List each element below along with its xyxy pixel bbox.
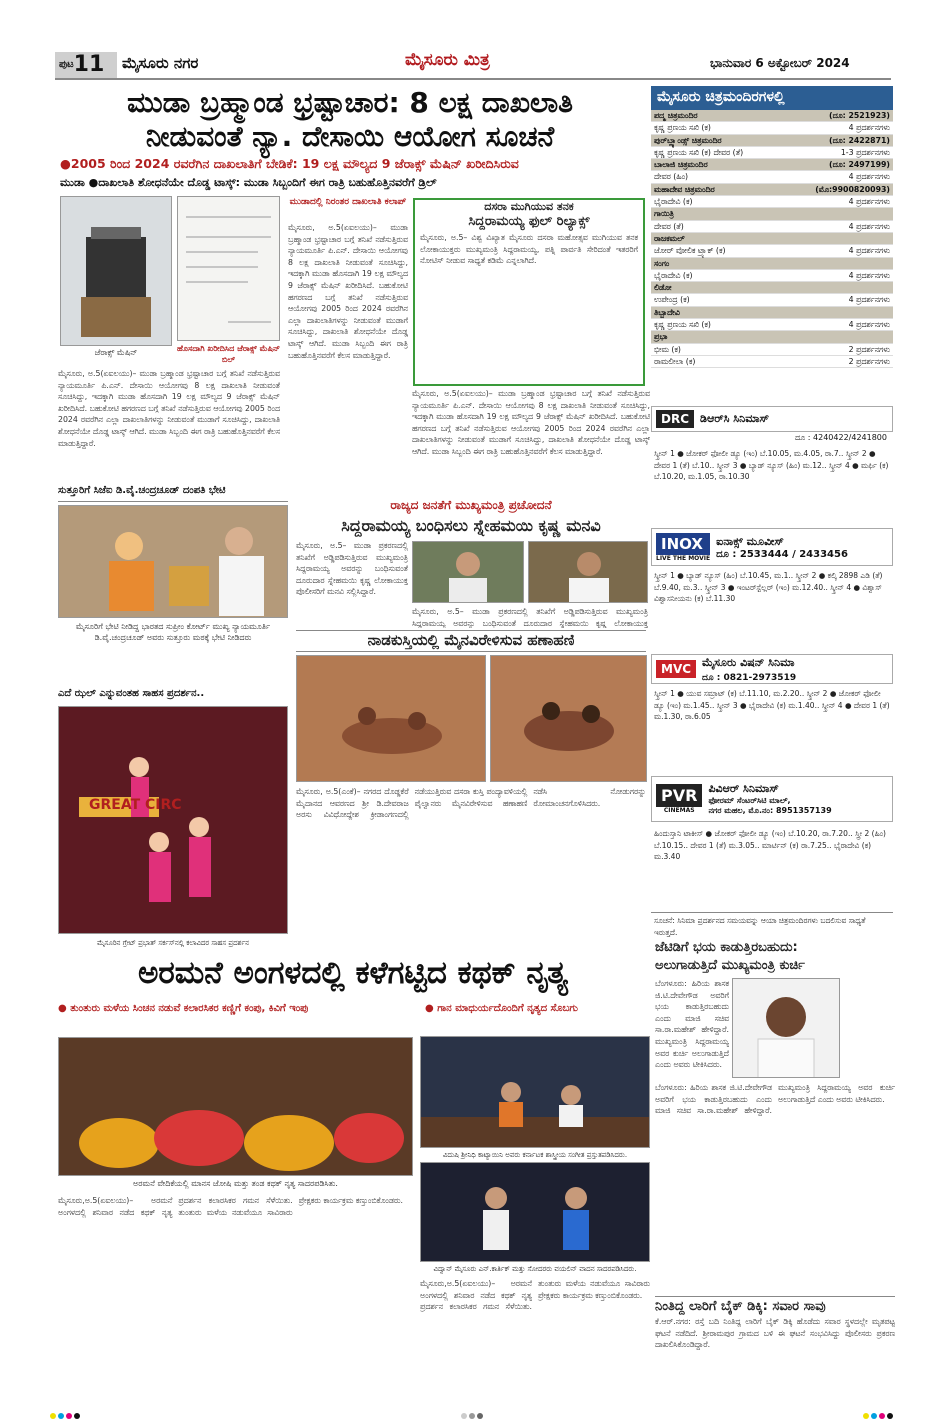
page-number (55, 52, 117, 78)
circus-banner: GREAT CIRC (89, 797, 182, 813)
cinema-row (651, 110, 893, 122)
pvr-note: ಸೂಚನೆ: ಸಿನಿಮಾ ಪ್ರದರ್ಶನದ ಸಮಯವನ್ನು ಆಯಾ ಚಿತ್ರಮಂದಿರಗಳು ಬದಲಿಸುವ ಸಾಧ್ಯತೆ ಇರುತ್ತದೆ. (651, 912, 893, 936)
pvr-phone: ನಗರ ಮಹಲ, ಮೊ.ನಂ: 8951357139 (708, 806, 832, 815)
kathak-title: ಅರಮನೆ ಅಂಗಳದಲ್ಲಿ ಕಳೆಗಟ್ಟಿದ ಕಥಕ್ ನೃತ್ಯ (137, 955, 569, 991)
cinema-row-name: ಪ್ರಭಾ (654, 332, 668, 342)
cinema-row-info: 4 ಪ್ರದರ್ಶನಗಳು (848, 221, 890, 231)
cinema-row (651, 344, 893, 356)
cinema-row (651, 319, 893, 331)
wrestling-photo-2 (490, 655, 647, 782)
cinema-row (651, 307, 893, 319)
inox-header (651, 528, 893, 566)
print-register-marks (50, 1404, 895, 1423)
lead-headline-line2: ನೀಡುವಂತೆ ನ್ಯಾ. ದೇಸಾಯಿ ಆಯೋಗ ಸೂಚನೆ (145, 120, 555, 153)
accident-text: ಕೆ.ಆರ್.ನಗರ: ರಸ್ತೆ ಬದಿ ನಿಂತಿದ್ದ ಲಾರಿಗೆ ಬೈಕ್ ಡಿಕ್ಕಿ ಹೊಡೆದು ಸವಾರ ಸ್ಥಳದಲ್ಲೇ ಮೃತಪಟ್ಟ ಘಟನೆ ನಡೆದಿದೆ. ಶ್ರೀರಾಮಪುರ ಗ್ರಾಮದ ಬಳಿ ಈ ಘಟನೆ ಸಂಭವಿಸಿದ್ದು ಪೊಲೀಸರು ಪ್ರಕರಣ ದಾಖಲಿಸಿಕೊಂಡಿದ್ದಾರೆ. (655, 1317, 895, 1350)
cinema-row (651, 171, 893, 183)
dasara-text: ಮೈಸೂರು, ಅ.5– ವಿಶ್ವ ವಿಖ್ಯಾತ ಮೈಸೂರು ದಸರಾ ಮಹೋತ್ಸವ ಮುಗಿಯುವ ತನಕ ಲೋಕಾಯುಕ್ತರು ಮುಖ್ಯಮಂತ್ರಿ ಸಿದ್ದರಾಮಯ್ಯ, ಪತ್ನಿ ಪಾರ್ವತಿ ಸೇರಿದಂತೆ ಇತರರಿಗೆ ನೋಟಿಸ್ ನೀಡುವ ಸಾಧ್ಯತೆ ಕಡಿಮೆ ಎನ್ನಲಾಗಿದೆ. (420, 233, 638, 266)
kathak-dance-caption: ಅರಮನೆ ವೇದಿಕೆಯಲ್ಲಿ ಮಾನಸ ಜೋಷಿ ಮತ್ತು ತಂಡ ಕಥಕ್ ನೃತ್ಯ ಸಾದರಪಡಿಸಿತು. (133, 1179, 338, 1188)
mvc-phone: ದೂ : 0821-2973519 (702, 672, 797, 683)
cinema-row-info: 4 ಪ್ರದರ್ಶನಗಳು (848, 295, 890, 305)
cinema-row-name: ಬಾಲಾಜಿ ಚಿತ್ರಮಂದಿರ (654, 160, 708, 170)
cinema-row-name: ಪದ್ಮ ಚಿತ್ರಮಂದಿರ (654, 111, 698, 120)
cinema-row-info: 4 ಪ್ರದರ್ಶನಗಳು (848, 270, 890, 280)
xerox-bill-photo (177, 196, 280, 341)
wrestling-photo-1 (296, 655, 486, 782)
lead-subhead-2: ಮುಡಾ ●ದಾಖಲಾತಿ ಶೋಧನೆಯೇ ದೊಡ್ಡ ಟಾಸ್ಕ್: ಮುಡಾ ಸಿಬ್ಬಂದಿಗೆ ಈಗ ರಾತ್ರಿ ಬಹುಹೊತ್ತಿನವರೆಗೆ ಡ್ರಿಲ್ (60, 176, 437, 189)
drc-listing: ಸ್ಕ್ರೀನ್ 1 ● ಜೋಕರ್ ಫೋಲೀ ಡ್ಯೂ (ಇಂ) ಬೆ.10.05, ಮ.4.05, ರಾ.7.. ಸ್ಕ್ರೀನ್ 2 ● ದೇವರ 1 (ತೆ) ಬೆ.10.. ಸ್ಕ್ರೀನ್ 3 ● ಬ್ಯಾಡ್ ನ್ಯೂಸ್ (ಹಿಂ) ಮ.12.. ಸ್ಕ್ರೀನ್ 4 ● ಮರ್ಫಿ (ಕ) ಬೆ.10.20, ಮ.1.05, ರಾ.10.30 (654, 449, 889, 482)
kathak-subhead-1: ● ತುಂತುರು ಮಳೆಯ ಸಿಂಚನ ನಡುವೆ ಕಲಾರಸಿಕರ ಕಣ್ಣಿಗೆ ಕಂಪು, ಕಿವಿಗೆ ಇಂಪು (58, 1003, 309, 1014)
jd-text-2: ಬೆಂಗಳೂರು: ಹಿರಿಯ ಶಾಸಕ ಜಿ.ಟಿ.ದೇವೇಗೌಡ ಅವರಿಗೆ ಭಯ ಕಾಡುತ್ತಿರಬಹುದು ಎಂದು ಮಾಜಿ ಸಚಿವ ಸಾ.ರಾ.ಮಹೇಶ್ ಹೇಳಿದ್ದಾರೆ. ಮುಖ್ಯಮಂತ್ರಿ ಸಿದ್ದರಾಮಯ್ಯ ಅವರ ಕುರ್ಚಿ ಅಲುಗಾಡುತ್ತಿದೆ ಎಂದು ಅವರು ಟೀಕಿಸಿದರು. (655, 1083, 895, 1116)
dancers-icon (59, 1038, 412, 1175)
cinema-row-name: ಗಾಯಿತ್ರಿ (654, 209, 674, 219)
mvc-header (651, 654, 893, 684)
lead-side-head: ಮುಡಾದಲ್ಲಿ ನಿರಂತರ ದಾಖಲಾತಿ ಕಲಾಪ್ (289, 197, 407, 207)
cinema-row-name: ಉಪೇಂದ್ರ (ಕ) (654, 295, 690, 305)
cinema-row-name: ತಿಬ್ಬಾದೇವಿ (654, 307, 680, 317)
mvc-name: ಮೈಸೂರು ವಿಷನ್ ಸಿನಿಮಾ (702, 655, 795, 669)
person-icon (413, 542, 523, 602)
cinema-row (651, 270, 893, 282)
cinema-row (651, 294, 893, 306)
xerox-machine-caption: ಜೆರಾಕ್ಸ್ ಮೆಷಿನ್ (94, 348, 138, 357)
cinema-row-name: ದೇವರ (ತೆ) (654, 221, 684, 231)
inox-listing: ಸ್ಕ್ರೀನ್ 1 ● ಬ್ಯಾಡ್ ನ್ಯೂಸ್ (ಹಿಂ) ಬೆ.10.45, ಮ.1.. ಸ್ಕ್ರೀನ್ 2 ● ಕಲ್ಕಿ 2898 ಎಡಿ (ತೆ) ಬೆ.9.40, ಮ.3.. ಸ್ಕ್ರೀನ್ 3 ● ಇಂಟರ್‌ಸ್ಟೆಲ್ಲರ್ (ಇಂ) ಮ.12.40.. ಸ್ಕ್ರೀನ್ 4 ● ವಿಶ್ವಾಸ್ ವಿಶ್ವಾಸನೀಯನು (ಕ) ಬೆ.11.30 (654, 571, 883, 604)
cinema-row-name: ಮಹಾದೇವ ಚಿತ್ರಮಂದಿರ (654, 184, 715, 194)
cm-photo-1 (412, 541, 524, 603)
cinema-row-name: ಪುರ್‌ಬ್ಲ್ಯಾಂಡ್ಸ್ ಚಿತ್ರಮಂದಿರ (654, 135, 722, 145)
paper-logo: ಮೈಸೂರು ಮಿತ್ರ (405, 50, 490, 70)
cinema-row (651, 331, 893, 343)
cji-caption: ಮೈಸೂರಿಗೆ ಭೇಟಿ ನೀಡಿದ್ದ ಭಾರತದ ಸುಪ್ರೀಂ ಕೋರ್ಟ್ ಮುಖ್ಯ ನ್ಯಾಯಮೂರ್ತಿ ಡಿ.ವೈ.ಚಂದ್ರಚೂಡ್ ಅವರು ಸುತ್ತೂರು ಮಠಕ್ಕೆ ಭೇಟಿ ನೀಡಿದರು (75, 622, 271, 642)
register-mark-right (863, 1404, 895, 1423)
pvr-listing: ಹಿಂದುಸ್ತಾನಿ ಟಾಕೀಸ್ ● ಜೋಕರ್ ಫೋಲೀ ಡ್ಯೂ (ಇಂ) ಬೆ.10.20, ರಾ.7.20.. ಸ್ತ್ರೀ 2 (ಹಿಂ) ಬೆ.10.15.. ದೇವರ 1 (ತೆ) ಮ.3.05.. ಮಾರ್ಟಿನ್ (ಕ) ರಾ.7.25.. ಭೈರಾದೇವಿ (ಕ) ಮ.3.40 (654, 829, 886, 862)
music-photo-1 (420, 1036, 650, 1148)
mvc-listing: ಸ್ಕ್ರೀನ್ 1 ● ಯುವ ಸಮ್ರಾಟ್ (ಕ) ಬೆ.11.10, ಮ.2.20.. ಸ್ಕ್ರೀನ್ 2 ● ಜೋಕರ್ ಫೋಲೀ ಡ್ಯೂ (ಇಂ) ಮ.1.45.. ಸ್ಕ್ರೀನ್ 3 ● ಭೈರಾದೇವಿ (ಕ) ಮ.1.40.. ಸ್ಕ್ರೀನ್ 4 ● ದೇವರ 1 (ತೆ) ಮ.1.30, ರಾ.6.05 (654, 689, 890, 722)
cinema-row-info: 4 ಪ್ರದರ್ಶನಗಳು (848, 320, 890, 330)
kathak-text-2: ಮೈಸೂರು,ಅ.5(ಏಐಲಯು)– ಅರಮನೆ ಅಂಗಳದಲ್ಲಿ ಶನಿವಾರ ನಡೆದ ಕಥಕ್ ನೃತ್ಯ ಪ್ರದರ್ಶನ ಕಲಾರಸಿಕರ ಗಮನ ಸೆಳೆಯಿತು. ತುಂತುರು ಮಳೆಯ ನಡುವೆಯೂ ಸಾವಿರಾರು ಪ್ರೇಕ್ಷಕರು ಕಾರ್ಯಕ್ರಮ ಕಣ್ತುಂಬಿಕೊಂಡರು. (420, 1279, 650, 1312)
pvr-header (651, 776, 893, 822)
cm-kicker: ರಾಜ್ಯದ ಜನತೆಗೆ ಮುಖ್ಯಮಂತ್ರಿ ಪ್ರಚೋದನೆ (390, 498, 552, 512)
drc-name: ಡಿಆರ್‌ಸಿ ಸಿನಿಮಾಸ್ (700, 412, 769, 425)
page-number-value: 11 (73, 52, 105, 77)
pvr-tag: CINEMAS (663, 807, 695, 814)
wrestling-title-bar (296, 630, 646, 652)
music-photo-2 (420, 1162, 650, 1262)
person-icon (529, 542, 647, 602)
kathak-subhead-2: ● ಗಾನ ಮಾಧುರ್ಯದೊಂದಿಗೆ ನೃತ್ಯದ ಸೊಬಗು (425, 1003, 578, 1014)
wrestling-title: ನಾಡಕುಸ್ತಿಯಲ್ಲಿ ಮೈನವಿರೇಳಿಸುವ ಹಣಾಹಣಿ (367, 631, 575, 649)
cinema-row (651, 135, 893, 147)
inox-logo: INOX (656, 533, 710, 555)
wrestlers-icon (491, 656, 646, 781)
cinema-row-info: 1-3 ಪ್ರದರ್ಶನಗಳು (840, 147, 890, 157)
pvr-info (708, 782, 831, 816)
cinema-row (651, 208, 893, 220)
inox-logo-block (656, 533, 710, 562)
cinema-row-info: 4 ಪ್ರದರ್ಶನಗಳು (848, 197, 890, 207)
drc-phone: ದೂ : 4240422/4241800 (794, 433, 887, 442)
cinema-row-info: 4 ಪ್ರದರ್ಶನಗಳು (848, 123, 890, 133)
register-mark-left (50, 1404, 82, 1423)
cinema-row-info: 4 ಪ್ರದರ್ಶನಗಳು (848, 246, 890, 256)
bill-document-icon (178, 197, 279, 340)
cinema-row (651, 282, 893, 294)
wrestlers-icon (297, 656, 485, 781)
cinema-row-name: ಜೋರ್ ವೋಲಿಕ ಟ್ರ್ಯಾಕ್ (ಕ) (654, 246, 726, 256)
cinema-row-name: ರಾಮಲೀಲಾ (ಕ) (654, 356, 696, 366)
cm-photo-2 (528, 541, 648, 603)
politician-icon (733, 979, 839, 1077)
cinema-row (651, 233, 893, 245)
xerox-machine-photo (60, 196, 172, 346)
inox-phone: ದೂ : 2533444 / 2433456 (716, 548, 848, 560)
circus-title: ಎದೆ ಝಲ್ ಎನ್ನುವಂತಹ ಸಾಹಸ ಪ್ರದರ್ಶನ.. (58, 688, 205, 699)
circus-performers-icon (59, 707, 287, 933)
inox-info (716, 535, 848, 560)
cm-text-2: ಮೈಸೂರು, ಅ.5– ಮುಡಾ ಪ್ರಕರಣದಲ್ಲಿ ತನಿಖೆಗೆ ಅಡ್ಡಿಪಡಿಸುತ್ತಿರುವ ಮುಖ್ಯಮಂತ್ರಿ ಸಿದ್ದರಾಮಯ್ಯ ಅವರನ್ನು ಬಂಧಿಸುವಂತೆ ದೂರುದಾರ ಸ್ನೇಹಮಯಿ ಕೃಷ್ಣ ಲೋಕಾಯುಕ್ತ (412, 607, 648, 628)
accident-title: ನಿಂತಿದ್ದ ಲಾರಿಗೆ ಬೈಕ್ ಡಿಕ್ಕಿ: ಸವಾರ ಸಾವು (655, 1296, 895, 1314)
cinema-sidebar (651, 86, 893, 368)
mvc-logo: MVC (656, 660, 696, 678)
kathak-text: ಮೈಸೂರು,ಅ.5(ಏಐಲಯು)– ಅರಮನೆ ಅಂಗಳದಲ್ಲಿ ಶನಿವಾರ ನಡೆದ ಕಥಕ್ ನೃತ್ಯ ಪ್ರದರ್ಶನ ಕಲಾರಸಿಕರ ಗಮನ ಸೆಳೆಯಿತು. ತುಂತುರು ಮಳೆಯ ನಡುವೆಯೂ ಸಾವಿರಾರು ಪ್ರೇಕ್ಷಕರು ಕಾರ್ಯಕ್ರಮ ಕಣ್ತುಂಬಿಕೊಂಡರು. (58, 1196, 403, 1217)
jd-title-1: ಜೆಟಿಡಿಗೆ ಭಯ ಕಾಡುತ್ತಿರಬಹುದು: (655, 940, 798, 955)
inox-tag: LIVE THE MOVIE (656, 554, 711, 562)
cinema-row-name: ರಾಜಕಮಲ್ (654, 233, 685, 243)
cinema-row-name: ಭೈರಾದೇವಿ (ಕ) (654, 197, 693, 207)
cinema-row (651, 147, 893, 159)
cinema-row-name: ಕೃಷ್ಣ ಪ್ರಣಯ ಸಖಿ (ಕ) (654, 320, 711, 330)
cinema-row-name: ದೇವರ (ಹಿಂ) (654, 172, 689, 182)
musicians-icon (421, 1037, 649, 1147)
lead-body-text-2: ಮೈಸೂರು, ಅ.5(ಏಐಲಯು)– ಮುಡಾ ಬ್ರಹ್ಮಾಂಡ ಭ್ರಷ್ಟಾಚಾರ ಬಗ್ಗೆ ತನಿಖೆ ನಡೆಸುತ್ತಿರುವ ನ್ಯಾಯಮೂರ್ತಿ ಪಿ.ಎನ್. ದೇಸಾಯಿ ಆಯೋಗವು 8 ಲಕ್ಷ ದಾಖಲಾತಿ ನೀಡುವಂತೆ ಸೂಚಿಸಿದ್ದು, ಇದಕ್ಕಾಗಿ ಮುಡಾ ಹೊಸದಾಗಿ 19 ಲಕ್ಷ ಮೌಲ್ಯದ 9 ಜೆರಾಕ್ಸ್ ಮೆಷಿನ್ ಖರೀದಿಸಿದೆ. ಬಹುಕೋಟಿ ಹಗರಣದ ಬಗ್ಗೆ ತನಿಖೆ ನಡೆಸುತ್ತಿರುವ ಆಯೋಗವು 2005 ರಿಂದ 2024 ರವರೆಗಿನ ಎಲ್ಲಾ ದಾಖಲಾತಿಗಳನ್ನು ನೀಡುವಂತೆ ಮುಡಾಗೆ ಸೂಚಿಸಿದ್ದು, ದಾಖಲಾತಿ ಶೋಧನೆಯೇ ದೊಡ್ಡ ಟಾಸ್ಕ್ ಆಗಿದೆ. ಮುಡಾ ಸಿಬ್ಬಂದಿ ಈಗ ರಾತ್ರಿ ಬಹುಹೊತ್ತಿನವರೆಗೆ ಕೆಲಸ ಮಾಡುತ್ತಿದ್ದಾರೆ. (412, 389, 650, 456)
pvr-logo: PVR (656, 784, 702, 807)
cinema-row (651, 159, 893, 171)
cinema-row (651, 122, 893, 134)
cm-text: ಮೈಸೂರು, ಅ.5– ಮುಡಾ ಪ್ರಕರಣದಲ್ಲಿ ತನಿಖೆಗೆ ಅಡ್ಡಿಪಡಿಸುತ್ತಿರುವ ಮುಖ್ಯಮಂತ್ರಿ ಸಿದ್ದರಾಮಯ್ಯ ಅವರನ್ನು ಬಂಧಿಸುವಂತೆ ದೂರುದಾರ ಸ್ನೇಹಮಯಿ ಕೃಷ್ಣ ಲೋಕಾಯುಕ್ತ ಪೊಲೀಸರಿಗೆ ಮನವಿ ಸಲ್ಲಿಸಿದ್ದಾರೆ. (296, 541, 408, 597)
cinema-row-name: ಭೀಮ (ಕ) (654, 344, 681, 354)
cji-visit-icon (59, 506, 287, 617)
register-mark-center (461, 1404, 485, 1423)
cm-title: ಸಿದ್ದರಾಮಯ್ಯ ಬಂಧಿಸಲು ಸ್ನೇಹಮಯಿ ಕೃಷ್ಣ ಮನವಿ (341, 516, 601, 535)
dasara-subtitle: ಸಿದ್ದರಾಮಯ್ಯ ಫುಲ್ ರಿಲ್ಯಾಕ್ಸ್ (468, 214, 590, 229)
lead-side-text: ಮೈಸೂರು, ಅ.5(ಏಐಲಯು)– ಮುಡಾ ಬ್ರಹ್ಮಾಂಡ ಭ್ರಷ್ಟಾಚಾರ ಬಗ್ಗೆ ತನಿಖೆ ನಡೆಸುತ್ತಿರುವ ನ್ಯಾಯಮೂರ್ತಿ ಪಿ.ಎನ್. ದೇಸಾಯಿ ಆಯೋಗವು 8 ಲಕ್ಷ ದಾಖಲಾತಿ ನೀಡುವಂತೆ ಸೂಚಿಸಿದ್ದು, ಇದಕ್ಕಾಗಿ ಮುಡಾ ಹೊಸದಾಗಿ 19 ಲಕ್ಷ ಮೌಲ್ಯದ 9 ಜೆರಾಕ್ಸ್ ಮೆಷಿನ್ ಖರೀದಿಸಿದೆ. ಬಹುಕೋಟಿ ಹಗರಣದ ಬಗ್ಗೆ ತನಿಖೆ ನಡೆಸುತ್ತಿರುವ ಆಯೋಗವು 2005 ರಿಂದ 2024 ರವರೆಗಿನ ಎಲ್ಲಾ ದಾಖಲಾತಿಗಳನ್ನು ನೀಡುವಂತೆ ಮುಡಾಗೆ ಸೂಚಿಸಿದ್ದು, ದಾಖಲಾತಿ ಶೋಧನೆಯೇ ದೊಡ್ಡ ಟಾಸ್ಕ್ ಆಗಿದೆ. ಮುಡಾ ಸಿಬ್ಬಂದಿ ಈಗ ರಾತ್ರಿ ಬಹುಹೊತ್ತಿನವರೆಗೆ ಕೆಲಸ ಮಾಡುತ್ತಿದ್ದಾರೆ. (288, 223, 408, 360)
wrestling-text: ಮೈಸೂರು, ಅ.5(ಎಂಕೆ)– ನಗರದ ದೊಡ್ಡಕೆರೆ ಮೈದಾನದ ಆವರಣದ ಶ್ರೀ ಡಿ.ದೇವರಾಜ ಅರಸು ವಿವಿಧೋದ್ದೇಶ ಕ್ರೀಡಾಂಗಣದಲ್ಲಿ ನಡೆಯುತ್ತಿರುವ ದಸರಾ ಕುಸ್ತಿ ಪಂದ್ಯಾವಳಿಯಲ್ಲಿ ಪೈಲ್ವಾನರು ಮೈನವಿರೇಳಿಸುವ ಹಣಾಹಣಿ ನಡೆಸಿ ನೋಡುಗರನ್ನು ರೋಮಾಂಚನಗೊಳಿಸಿದರು. (296, 787, 646, 820)
music-caption-2: ವಿದ್ವಾನ್ ಮೈಸೂರು ಎನ್.ಕಾರ್ತಿಕ್ ಮತ್ತು ಸೋದರರು ವಯಲಿನ್ ವಾದನ ಸಾದರಪಡಿಸಿದರು. (433, 1265, 637, 1273)
kathak-dance-photo (58, 1037, 413, 1176)
cinema-row (651, 245, 893, 257)
xerox-bill-caption: ಹೊಸದಾಗಿ ಖರೀದಿಸಿದ ಜೆರಾಕ್ಸ್ ಮೆಷಿನ್ ಬಿಲ್ (177, 344, 280, 364)
mvc-info (702, 656, 796, 683)
jd-text: ಬೆಂಗಳೂರು: ಹಿರಿಯ ಶಾಸಕ ಜಿ.ಟಿ.ದೇವೇಗೌಡ ಅವರಿಗೆ ಭಯ ಕಾಡುತ್ತಿರಬಹುದು ಎಂದು ಮಾಜಿ ಸಚಿವ ಸಾ.ರಾ.ಮಹೇಶ್ ಹೇಳಿದ್ದಾರೆ. ಮುಖ್ಯಮಂತ್ರಿ ಸಿದ್ದರಾಮಯ್ಯ ಅವರ ಕುರ್ಚಿ ಅಲುಗಾಡುತ್ತಿದೆ ಎಂದು ಅವರು ಟೀಕಿಸಿದರು. (655, 979, 729, 1070)
cinema-row (651, 196, 893, 208)
drc-header (651, 406, 893, 432)
dasara-title: ದಸರಾ ಮುಗಿಯುವ ತನಕ (484, 200, 574, 213)
circus-caption: ಮೈಸೂರಿನ ಗ್ರೇಟ್ ಪ್ರಭಾತ್ ಸರ್ಕಸ್‌ನಲ್ಲಿ ಕಲಾವಿದರ ಸಾಹಸ ಪ್ರದರ್ಶನ (96, 939, 250, 947)
cinema-row-info: (ದೂ: 2497199) (829, 160, 890, 170)
pvr-name: ಪಿವಿಆರ್ ಸಿನಿಮಾಸ್ (708, 782, 779, 795)
circus-photo (58, 706, 288, 934)
pvr-address: ಫೋರಮ್ ಸೆಂಟರ್‌ಸಿಟಿ ಮಾಲ್, (708, 796, 791, 805)
cinema-row-info: 4 ಪ್ರದರ್ಶನಗಳು (848, 172, 890, 182)
cinema-row (651, 258, 893, 270)
cinema-row (651, 356, 893, 368)
jd-photo (732, 978, 840, 1078)
cinema-title: ಮೈಸೂರು ಚಿತ್ರಮಂದಿರಗಳಲ್ಲಿ (651, 86, 893, 110)
cinema-row-info: (ಮೊ:9900820093) (815, 184, 890, 194)
issue-date: ಭಾನುವಾರ 6 ಅಕ್ಟೋಬರ್ 2024 (710, 56, 850, 70)
inox-name: ಐನಾಕ್ಸ್ ಮೂವೀಸ್ (716, 534, 784, 548)
page-label: ಪುಟ (59, 59, 74, 70)
cinema-row (651, 184, 893, 196)
drc-logo: DRC (656, 410, 694, 428)
cinema-table (651, 110, 893, 368)
lead-body-text: ಮೈಸೂರು, ಅ.5(ಏಐಲಯು)– ಮುಡಾ ಬ್ರಹ್ಮಾಂಡ ಭ್ರಷ್ಟಾಚಾರ ಬಗ್ಗೆ ತನಿಖೆ ನಡೆಸುತ್ತಿರುವ ನ್ಯಾಯಮೂರ್ತಿ ಪಿ.ಎನ್. ದೇಸಾಯಿ ಆಯೋಗವು 8 ಲಕ್ಷ ದಾಖಲಾತಿ ನೀಡುವಂತೆ ಸೂಚಿಸಿದ್ದು, ಇದಕ್ಕಾಗಿ ಮುಡಾ ಹೊಸದಾಗಿ 19 ಲಕ್ಷ ಮೌಲ್ಯದ 9 ಜೆರಾಕ್ಸ್ ಮೆಷಿನ್ ಖರೀದಿಸಿದೆ. ಬಹುಕೋಟಿ ಹಗರಣದ ಬಗ್ಗೆ ತನಿಖೆ ನಡೆಸುತ್ತಿರುವ ಆಯೋಗವು 2005 ರಿಂದ 2024 ರವರೆಗಿನ ಎಲ್ಲಾ ದಾಖಲಾತಿಗಳನ್ನು ನೀಡುವಂತೆ ಮುಡಾಗೆ ಸೂಚಿಸಿದ್ದು, ದಾಖಲಾತಿ ಶೋಧನೆಯೇ ದೊಡ್ಡ ಟಾಸ್ಕ್ ಆಗಿದೆ. ಮುಡಾ ಸಿಬ್ಬಂದಿ ಈಗ ರಾತ್ರಿ ಬಹುಹೊತ್ತಿನವರೆಗೆ ಕೆಲಸ ಮಾಡುತ್ತಿದ್ದಾರೆ. (58, 369, 280, 448)
cji-photo (58, 505, 288, 618)
xerox-machine-icon (61, 197, 171, 345)
section-title: ಮೈಸೂರು ನಗರ (122, 54, 199, 72)
dasara-box (413, 198, 645, 386)
music-caption-1: ವಿದುಷಿ ಶ್ರೀನಿಧಿ ಕಾಟ್ಯಾಯಿನಿ ಅವರು ಕರ್ನಾಟಕ ಶಾಸ್ತ್ರೀಯ ಸಂಗೀತ ಪ್ರಸ್ತುತಪಡಿಸಿದರು. (442, 1151, 628, 1159)
cinema-row-info: 2 ಪ್ರದರ್ಶನಗಳು (848, 344, 890, 354)
cinema-row-name: ಕೃಷ್ಣ ಪ್ರಣಯ ಸಖಿ (ಕ) ದೇವರ (ತೆ) (654, 147, 744, 157)
lead-subhead-1: ●2005 ರಿಂದ 2024 ರವರೆಗಿನ ದಾಖಲಾತಿಗೆ ಬೇಡಿಕೆ: 19 ಲಕ್ಷ ಮೌಲ್ಯದ 9 ಜೆರಾಕ್ಸ್ ಮೆಷಿನ್ ಖರೀದಿಸಿರುವ (60, 156, 519, 171)
cinema-row-name: ಭೈರಾದೇವಿ (ಕ) (654, 270, 693, 280)
lead-headline (55, 86, 645, 154)
pvr-logo-block (656, 784, 702, 814)
cinema-row-name: ಕೃಷ್ಣ ಪ್ರಣಯ ಸಖಿ (ಕ) (654, 123, 711, 133)
jd-title-2: ಅಲುಗಾಡುತ್ತಿದೆ ಮುಖ್ಯಮಂತ್ರಿ ಕುರ್ಚಿ (655, 958, 805, 973)
cinema-row-info: (ದೂ: 2521923) (829, 111, 890, 120)
cinema-row-info: (ದೂ: 2422871) (829, 135, 890, 145)
cji-title: ಸುತ್ತೂರಿಗೆ ಸಿಜೆಐ ಡಿ.ವೈ.ಚಂದ್ರಚೂಡ್ ದಂಪತಿ ಭೇಟಿ (58, 485, 288, 502)
cinema-row-info: 2 ಪ್ರದರ್ಶನಗಳು (848, 356, 890, 366)
violinists-icon (421, 1163, 649, 1261)
lead-headline-line1: ಮುಡಾ ಬ್ರಹ್ಮಾಂಡ ಭ್ರಷ್ಟಾಚಾರ: 8 ಲಕ್ಷ ದಾಖಲಾತಿ (127, 86, 573, 119)
cinema-row (651, 221, 893, 233)
cinema-row-name: ಲಿಡೋ (654, 283, 672, 293)
cinema-row-name: ಸಂಗಂ (654, 258, 670, 268)
